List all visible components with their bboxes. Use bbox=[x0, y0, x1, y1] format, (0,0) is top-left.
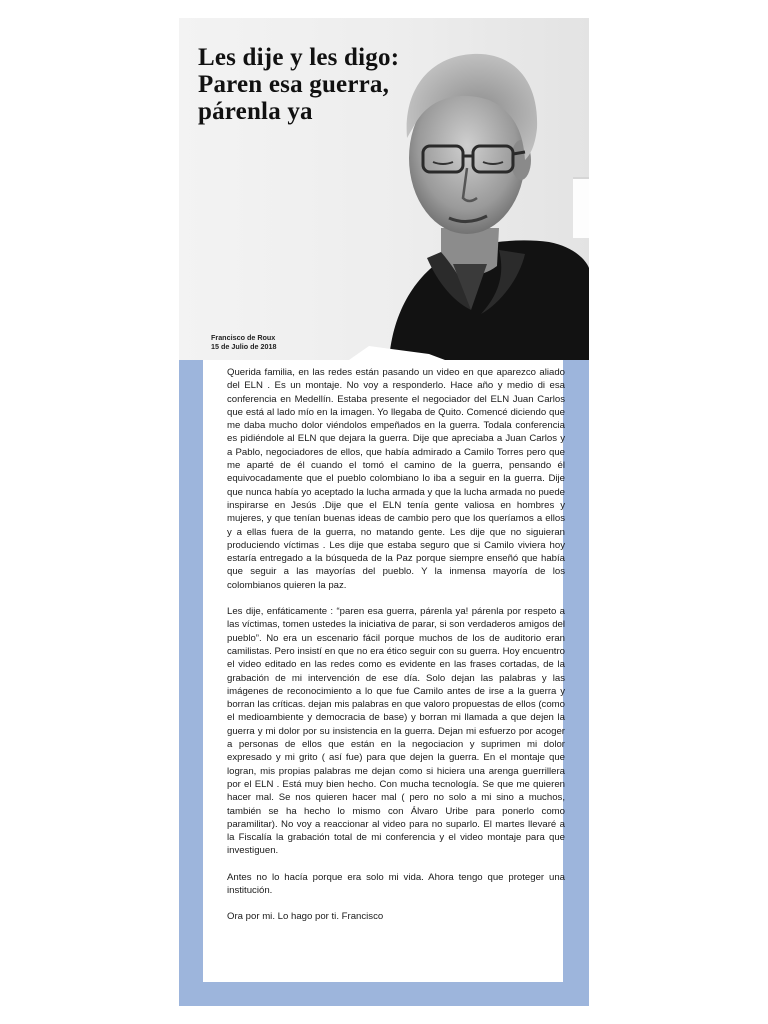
poster bbox=[179, 18, 589, 1006]
portrait-photo bbox=[349, 28, 589, 360]
letter-body bbox=[227, 366, 565, 937]
signature-line: Ora por mi. Lo hago por ti. Francisco bbox=[227, 911, 384, 923]
headline-line-2: Paren esa guerra, bbox=[198, 71, 390, 98]
header-photo-panel bbox=[179, 18, 589, 360]
headline-line-1: Les dije y les digo: bbox=[198, 44, 400, 71]
letter-card bbox=[203, 360, 563, 982]
photo-caption bbox=[211, 333, 277, 351]
headline-line-3: párenla ya bbox=[198, 98, 313, 125]
paragraph-3: Antes no lo hacía porque era solo mi vida. Ahora tengo que proteger una institución. bbox=[227, 871, 565, 896]
caption-date: 15 de Julio de 2018 bbox=[211, 342, 277, 351]
caption-author: Francisco de Roux bbox=[211, 333, 276, 342]
paragraph-1: Querida familia, en las redes están pasando un video en que aparezco aliado del ELN . Es un montaje. No voy a responderlo. Hace año y medio di esa conferencia en Medellín. Estaba presente el negociador del ELN Juan Carlos que está al lado mío en la imagen. Yo llegaba de Quito. Comencé diciendo que me daba mucho dolor viéndolos empeñados en la guerra. Todala conferencia es pidiéndole al ELN que dejara la guerra. Dije que apreciaba a Juan Carlos y a Pablo, negociadores de ellos, que había admirado a Camilo Torres pero que me aparté de él cuando el tomó el camino de la guerra, pensando él equivocadamente que el pueblo colombiano lo iba a seguir en la guerra. Dije que nunca había yo aceptado la lucha armada y que la lucha armada no puede inspirarse en Jesús .Dije que el ELN tenía gente valiosa en hombres y mujeres, y que tenían buenas ideas de cambio pero que los queríamos a ellos y a ellas fuera de la guerra, no matando gente. Les dije que no siguieran produciendo víctimas . Les dije que estaba seguro que si Camilo viviera hoy estaría entregado a la búsqueda de la Paz porque siempre enseñó que había que seguir a las mayorías del pueblo. Y la inmensa mayoría de los colombianos quieren la paz. bbox=[227, 367, 565, 591]
paragraph-2: Les dije, enfáticamente : “paren esa guerra, párenla ya! párenla por respeto a las víctimas, tomen ustedes la iniciativa de parar, si son verdaderos amigos del pueblo”. No era un escenario fácil porque muchos de los de auditorio eran camilistas. Pero insistí en que no era ético seguir con su guerra. Hoy encuentro el video editado en las redes como es evidente en las frases cortadas, de la grabación de mi intervención de ese día. Solo dejan las palabras y las imágenes de reconocimiento a lo que fue Camilo antes de irse a la guerra y borran las críticas. dejan mis palabras en que valoro propuestas de ellos (como el medioambiente y democracia de base) y borran mi llamada a que dejen la guerra y mi dolor por su insistencia en la guerra. Dejan mi esfuerzo por acoger a personas de ellos que están en la negociacion y suprimen mi dolor expresado y mi grito ( así fue) para que dejen la guerra. En el montaje que logran, mis propias palabras me dejan como si hiciera una arenga guerrillera por el ELN . Está muy bien hecho. Con mucha tecnología. Se que me quieren hacer mal. Se nos quieren hacer mal ( pero no solo a mi sino a muchos, también se ha hecho lo mismo con Álvaro Uribe para ponerlo como paramilitar). No voy a reaccionar al video para no suparlo. El martes llevaré a la Fiscalía la grabación total de mi conferencia y el video montaje para que investiguen. bbox=[227, 606, 565, 857]
